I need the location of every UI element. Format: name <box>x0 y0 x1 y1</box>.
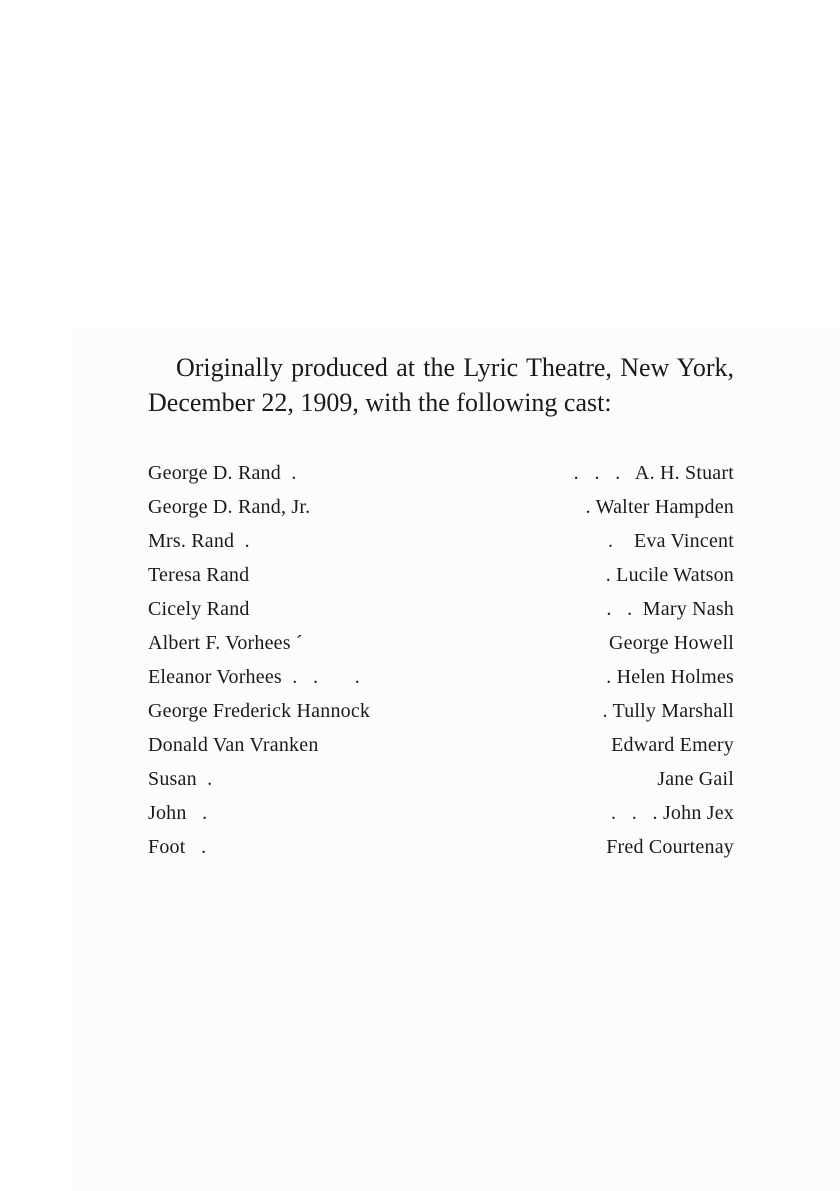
cast-row <box>148 768 734 802</box>
cast-row <box>148 836 734 870</box>
cast-row <box>148 700 734 734</box>
cast-actor: Fred Courtenay <box>606 836 734 858</box>
cast-actor: . Lucile Watson <box>605 564 734 586</box>
cast-role: Teresa Rand <box>148 564 250 586</box>
cast-role: Eleanor Vorhees . . . <box>148 666 360 688</box>
cast-actor: . Tully Marshall <box>602 700 734 722</box>
cast-row <box>148 632 734 666</box>
cast-actor: . . . John Jex <box>610 802 734 824</box>
cast-row <box>148 530 734 564</box>
cast-role: Cicely Rand <box>148 598 250 620</box>
cast-row <box>148 666 734 700</box>
cast-role: George Frederick Hannock <box>148 700 371 722</box>
cast-actor: . . . A. H. Stuart <box>573 462 734 484</box>
cast-actor: . . Mary Nash <box>606 598 734 620</box>
cast-list <box>148 462 734 870</box>
cast-row <box>148 734 734 768</box>
cast-role: Mrs. Rand . <box>148 530 250 552</box>
cast-role: Donald Van Vranken <box>148 734 319 756</box>
cast-row <box>148 496 734 530</box>
production-note: Originally produced at the Lyric Theatre, New York, December 22, 1909, with the following cast: <box>148 353 734 417</box>
cast-actor: Edward Emery <box>611 734 734 756</box>
cast-actor: George Howell <box>609 632 734 654</box>
cast-actor: Jane Gail <box>657 768 734 790</box>
cast-actor: . Walter Hampden <box>585 496 734 518</box>
cast-actor: . Helen Holmes <box>606 666 734 688</box>
cast-role: Susan . <box>148 768 213 790</box>
cast-role: Foot . <box>148 836 207 858</box>
cast-role: John . <box>148 802 208 824</box>
cast-role: Albert F. Vorhees ´ <box>148 632 303 654</box>
cast-role: George D. Rand . <box>148 462 297 484</box>
cast-row <box>148 598 734 632</box>
cast-row <box>148 802 734 836</box>
cast-row <box>148 564 734 598</box>
cast-role: George D. Rand, Jr. <box>148 496 311 518</box>
cast-actor: . Eva Vincent <box>607 530 734 552</box>
cast-row <box>148 462 734 496</box>
